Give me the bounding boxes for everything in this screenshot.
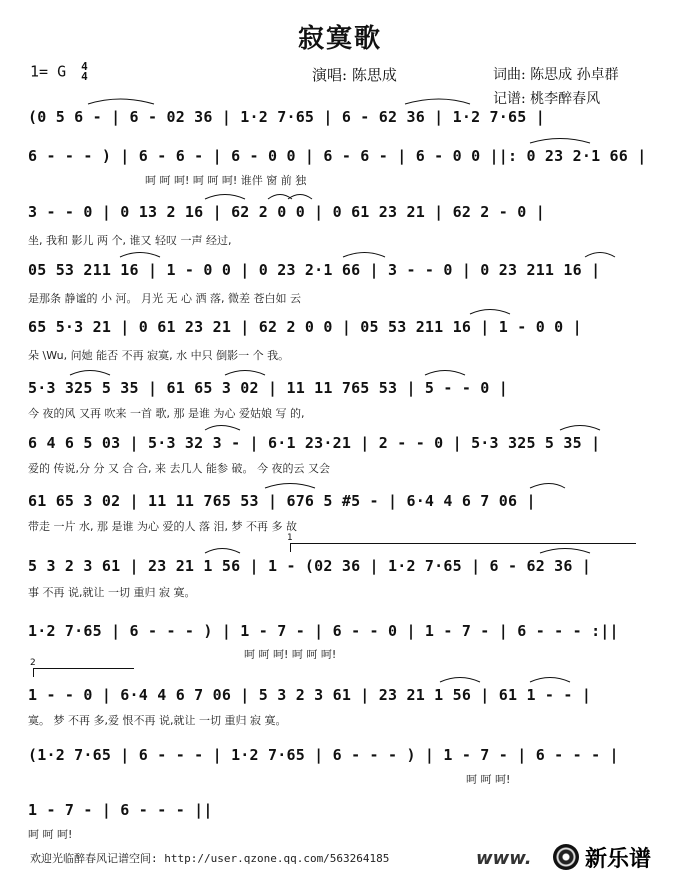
lyric-line-4: 是那条 静谧的 小 河。 月光 无 心 洒 落, 微差 苍白如 云 xyxy=(28,292,301,305)
lyric-line-7: 爱的 传说,分 分 又 合 合, 来 去几人 能参 破。 今 夜的云 又会 xyxy=(28,462,330,475)
footer-text: 欢迎光临醉春风记谱空间: http://user.qzone.qq.com/563264185 xyxy=(30,852,390,865)
singer-credit: 演唱: 陈思成 xyxy=(312,66,397,84)
notation-line-1: (0 5 6 - | 6 - 02 36 | 1·2 7·65 | 6 - 62 36 | 1·2 7·65 | xyxy=(28,108,545,126)
lyric-line-6: 今 夜的风 又再 吹来 一首 歌, 那 是谁 为心 爱姑娘 写 的, xyxy=(28,407,305,420)
slur-mark xyxy=(530,678,570,683)
slur-mark xyxy=(70,371,110,376)
time-signature: 4 4 xyxy=(81,60,88,83)
notation-line-4: 05 53 211 16 | 1 - 0 0 | 0 23 2·1 66 | 3 - - 0 | 0 23 211 16 | xyxy=(28,261,601,279)
notation-line-12: (1·2 7·65 | 6 - - - | 1·2 7·65 | 6 - - - ) | 1 - 7 - | 6 - - - | xyxy=(28,746,619,764)
lyric-line-9: 事 不再 说,就让 一切 重归 寂 寞。 xyxy=(28,586,196,599)
disc-icon xyxy=(553,844,579,870)
notation-line-6: 5·3 325 5 35 | 61 65 3 02 | 11 11 765 53 | 5 - - 0 | xyxy=(28,379,508,397)
lyric-line-3: 坐, 我和 影儿 两 个, 谁又 轻叹 一声 经过, xyxy=(28,234,232,247)
notation-line-2: 6 - - - ) | 6 - 6 - | 6 - 0 0 | 6 - 6 - | 6 - 0 0 ||: 0 23 2·1 66 | xyxy=(28,147,647,165)
slur-mark xyxy=(288,195,312,200)
slur-mark xyxy=(530,139,590,144)
slur-mark xyxy=(205,426,240,431)
slur-mark xyxy=(440,678,480,683)
lyric-line-12: 呵 呵 呵! xyxy=(466,773,511,786)
notation-line-5: 65 5·3 21 | 0 61 23 21 | 62 2 0 0 | 05 53 211 16 | 1 - 0 0 | xyxy=(28,318,582,336)
logo-label: 新乐谱 xyxy=(585,847,652,872)
lyric-line-11: 寞。 梦 不再 多,爱 恨不再 说,就让 一切 重归 寂 寞。 xyxy=(28,714,287,727)
notation-line-8: 61 65 3 02 | 11 11 765 53 | 676 5 #5 - | 6·4 4 6 7 06 | xyxy=(28,492,536,510)
notation-line-13: 1 - 7 - | 6 - - - || xyxy=(28,801,213,819)
key-signature xyxy=(30,62,88,82)
key-label: 1= G xyxy=(30,62,67,81)
notation-line-10: 1·2 7·65 | 6 - - - ) | 1 - 7 - | 6 - - 0 | 1 - 7 - | 6 - - - :|| xyxy=(28,622,619,640)
slur-mark xyxy=(585,253,615,258)
volta-bracket-2: 2 xyxy=(33,668,134,677)
notation-line-11: 1 - - 0 | 6·4 4 6 7 06 | 5 3 2 3 61 | 23 21 1 56 | 61 1 - - | xyxy=(28,686,592,704)
lyric-line-13: 呵 呵 呵! xyxy=(28,828,73,841)
lyric-line-2: 呵 呵 呵! 呵 呵 呵! 谁伴 窗 前 独 xyxy=(145,174,307,187)
slur-mark xyxy=(268,195,292,200)
lyric-line-10: 呵 呵 呵! 呵 呵 呵! xyxy=(244,648,337,661)
slur-mark xyxy=(205,195,245,200)
slur-mark xyxy=(225,371,265,376)
lyric-line-8: 带走 一片 水, 那 是谁 为心 爱的人 落 泪, 梦 不再 多 故 xyxy=(28,520,297,533)
slur-mark xyxy=(88,99,154,104)
slur-mark xyxy=(120,253,160,258)
transcriber-credit: 记谱: 桃李醉春风 xyxy=(493,91,601,107)
lyricist-credit: 词曲: 陈思成 孙卓群 xyxy=(493,67,619,83)
slur-mark xyxy=(530,484,565,489)
notation-line-7: 6 4 6 5 03 | 5·3 32 3 - | 6·1 23·21 | 2 - - 0 | 5·3 325 5 35 | xyxy=(28,434,601,452)
slur-mark xyxy=(560,426,600,431)
slur-mark xyxy=(405,99,470,104)
slur-mark xyxy=(265,484,315,489)
slur-mark xyxy=(425,371,465,376)
song-title: 寂寞歌 xyxy=(297,24,382,54)
slur-mark xyxy=(205,549,240,554)
slur-mark xyxy=(343,253,385,258)
notation-line-9: 5 3 2 3 61 | 23 21 1 56 | 1 - (02 36 | 1·2 7·65 | 6 - 62 36 | xyxy=(28,557,592,575)
watermark-text: www. xyxy=(476,848,532,869)
slur-mark xyxy=(470,310,510,315)
notation-line-3: 3 - - 0 | 0 13 2 16 | 62 2 0 0 | 0 61 23 21 | 62 2 - 0 | xyxy=(28,203,545,221)
site-logo xyxy=(553,842,675,874)
lyric-line-5: 朵 \Wu, 问她 能否 不再 寂寞, 水 中只 倒影一 个 我。 xyxy=(28,349,290,362)
volta-bracket-1: 1 xyxy=(290,543,636,552)
